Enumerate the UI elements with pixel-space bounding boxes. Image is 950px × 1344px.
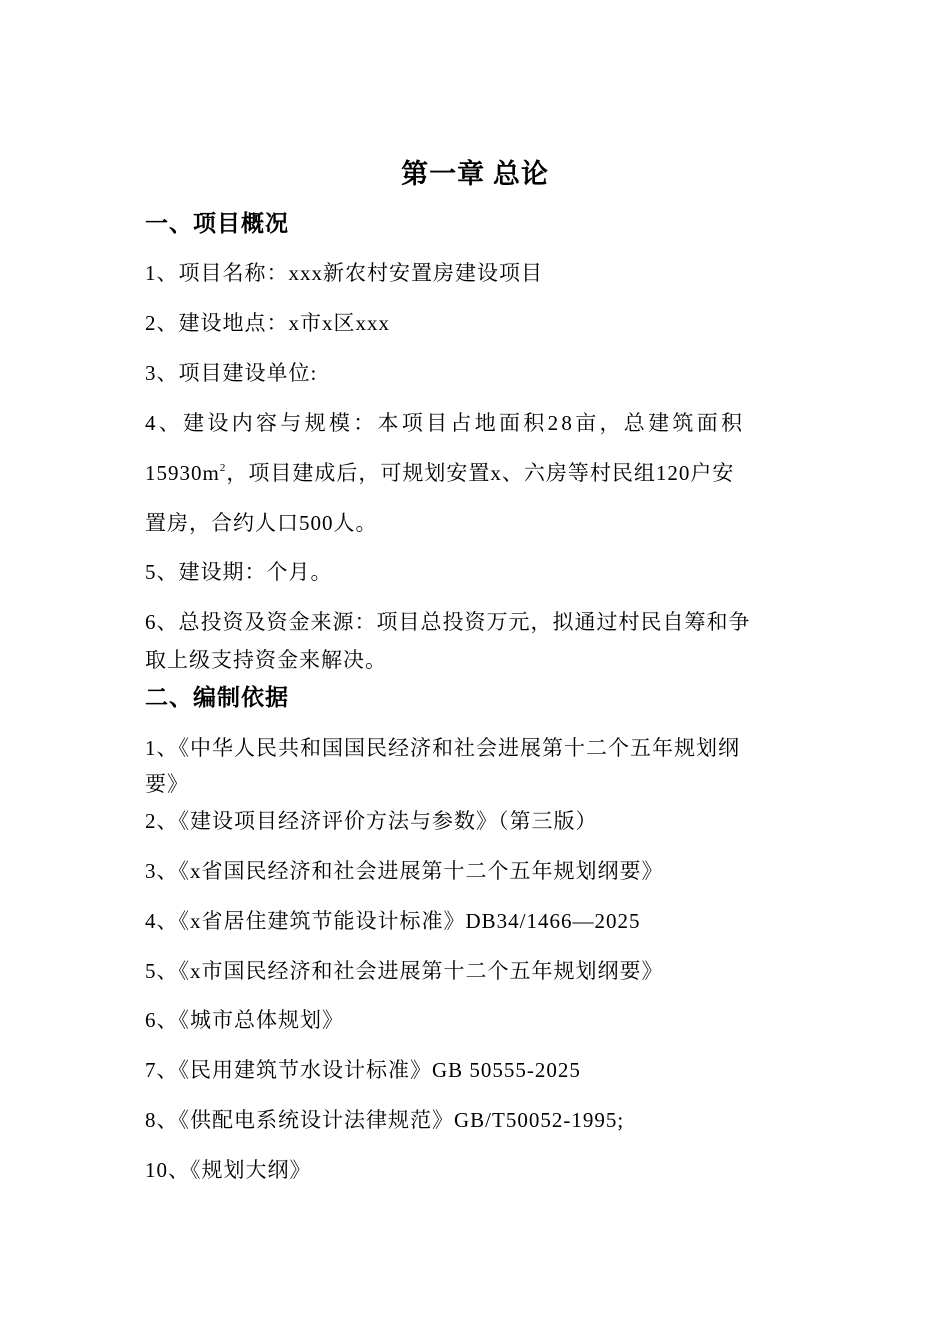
item-location: 2、建设地点：x市x区xxx [145,311,390,335]
basis-item-10: 10、《规划大纲》 [145,1158,312,1182]
chapter-title: 第一章 总论 [401,159,549,189]
item-builder: 3、项目建设单位: [145,361,318,385]
basis-item-2: 2、《建设项目经济评价方法与参数》（第三版） [145,809,598,833]
basis-item-4: 4、《x省居住建筑节能设计标准》DB34/1466—2025 [145,909,641,933]
basis-item-8: 8、《供配电系统设计法律规范》GB/T50052-1995; [145,1108,625,1132]
item-scope-line3: 置房，合约人口500人。 [145,511,378,535]
section-heading-basis: 二、编制依据 [145,685,289,710]
scope-line2-text: ，项目建成后，可规划安置x、六房等村民组120户安 [226,461,735,485]
item-investment-line1: 6、总投资及资金来源：项目总投资万元，拟通过村民自筹和争 [145,610,751,634]
item-project-name: 1、项目名称：xxx新农村安置房建设项目 [145,261,543,285]
basis-item-6: 6、《城市总体规划》 [145,1008,344,1032]
basis-item-1-line1: 1、《中华人民共和国国民经济和社会进展第十二个五年规划纲 [145,736,740,760]
area-unit-superscript: 2 [219,462,227,474]
item-scope-line2 [145,455,810,491]
item-construction-period: 5、建设期：个月。 [145,560,333,584]
area-value: 15930m [145,461,220,485]
basis-item-5: 5、《x市国民经济和社会进展第十二个五年规划纲要》 [145,959,664,983]
item-investment-line2: 取上级支持资金来解决。 [145,648,387,672]
section-heading-overview: 一、项目概况 [145,211,289,236]
basis-item-3: 3、《x省国民经济和社会进展第十二个五年规划纲要》 [145,859,664,883]
basis-item-7: 7、《民用建筑节水设计标准》GB 50555-2025 [145,1058,581,1082]
item-scope-line1: 4、建设内容与规模：本项目占地面积28亩，总建筑面积 [145,411,746,435]
basis-item-1-line2: 要》 [145,772,189,796]
